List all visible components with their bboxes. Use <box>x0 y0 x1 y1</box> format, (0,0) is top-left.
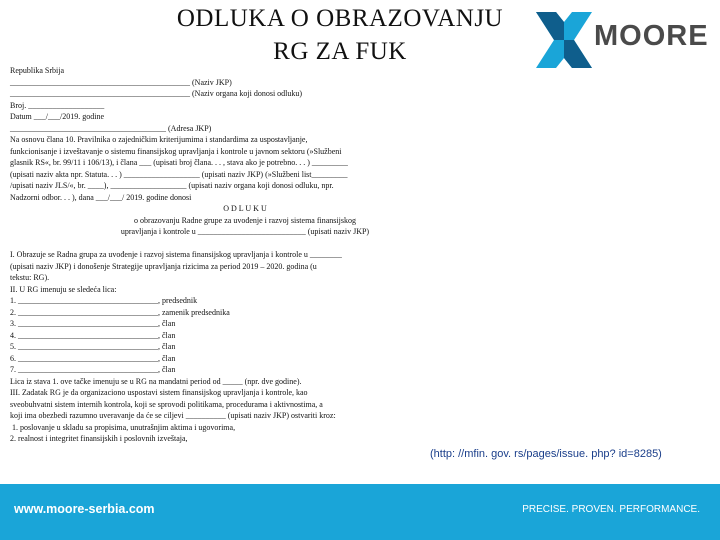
footer-bar <box>0 484 720 540</box>
footer-website[interactable]: www.moore-serbia.com <box>14 502 155 516</box>
document-line: Lica iz stava 1. ove tačke imenuju se u RG na mandatni period od _____ (npr. dve godine). <box>10 376 302 386</box>
document-line: 1. poslovanje u skladu sa propisima, unutrašnjim aktima i ugovorima, <box>10 422 236 432</box>
slide-title-line-1: ODLUKA O OBRAZOVANJU <box>176 5 504 32</box>
slide-title-line-2: RG ZA FUK <box>273 38 407 65</box>
document-line: sveobuhvatni sistem internih kontrola, koji se sprovodi politikama, procedurama i aktivnostima, a <box>10 399 323 409</box>
document-line: I. Obrazuje se Radna grupa za uvođenje i razvoj sistema finansijskog upravljanja i kontrole u ________ <box>10 250 342 259</box>
document-line: funkcionisanje i izveštavanje o sistemu finansijskog upravljanja i kontrole u javnom sektoru (»Službeni <box>10 146 342 156</box>
document-line: _______________________________________ (Adresa JKP) <box>10 123 212 133</box>
document-line: 3. ___________________________________, član <box>10 319 176 328</box>
document-line: tekstu: RG). <box>10 273 50 282</box>
document-line: /upisati naziv JLS/«, br. ____), ___________________ (upisati naziv organa koji donosi odluku, npr. <box>10 181 334 190</box>
document-line: III. Zadatak RG je da organizaciono uspostavi sistem finansijskog upravljanja i kontrole, kao <box>10 388 308 397</box>
moore-logo <box>532 8 712 72</box>
document-line: II. U RG imenuju se sledeća lica: <box>10 284 117 294</box>
document-line: 2. ___________________________________, zamenik predsednika <box>10 307 230 317</box>
document-line: 1. ___________________________________, predsednik <box>10 296 198 305</box>
document-line: 5. ___________________________________, član <box>10 342 176 351</box>
slide-title <box>110 2 570 68</box>
document-line: o obrazovanju Radne grupe za uvođenje i razvoj sistema finansijskog <box>134 215 356 225</box>
document-line: Na osnovu člana 10. Pravilnika o zajedničkim kriterijumima i standardima za uspostavljanje, <box>10 135 308 144</box>
document-line <box>10 238 390 250</box>
document-line: 4. ___________________________________, član <box>10 330 176 340</box>
document-line: koji ima obezbedi razumno uveravanje da će se ciljevi __________ (upisati naziv JKP) ostvariti kroz: <box>10 411 336 420</box>
moore-x-logo-icon <box>536 12 592 68</box>
document-line: Republika Srbija <box>10 66 64 75</box>
document-line: O D L U K U <box>223 204 267 213</box>
document-line: glasnik RS«, br. 99/11 i 106/13), i člana ___ (upisati broj člana. . . , stava ako je potrebno. . . ) _________ <box>10 158 348 167</box>
document-line: _____________________________________________ (Naziv organa koji donosi odluku) <box>10 89 303 98</box>
document-line: upravljanja i kontrole u ___________________________ (upisati naziv JKP) <box>120 227 370 236</box>
reference-link-text[interactable]: (http: //mfin. gov. rs/pages/issue. php? id=8285) <box>430 448 662 460</box>
document-line: _____________________________________________ (Naziv JKP) <box>10 77 232 87</box>
moore-logo-text: MOORE <box>594 20 709 52</box>
document-body <box>10 65 390 445</box>
document-line: (upisati naziv JKP) i donošenje Strategije upravljanja rizicima za period 2019 – 2020. godina (u <box>10 261 317 271</box>
document-line: 7. ___________________________________, član <box>10 365 176 374</box>
reference-link[interactable] <box>430 448 662 460</box>
footer-tagline: PRECISE. PROVEN. PERFORMANCE. <box>522 504 700 515</box>
document-line: 6. ___________________________________, član <box>10 353 176 363</box>
document-line: Broj. ___________________ <box>10 100 105 110</box>
document-line: (upisati naziv akta npr. Statuta. . . ) ___________________ (upisati naziv JKP) (»Službeni list_________ <box>10 169 348 179</box>
document-line: 2. realnost i integritet finansijskih i poslovnih izveštaja, <box>10 434 188 443</box>
document-line: Nadzorni odbor. . . ), dana ___/___/ 2019. godine donosi <box>10 192 192 202</box>
document-line: Datum ___/___/2019. godine <box>10 112 104 121</box>
